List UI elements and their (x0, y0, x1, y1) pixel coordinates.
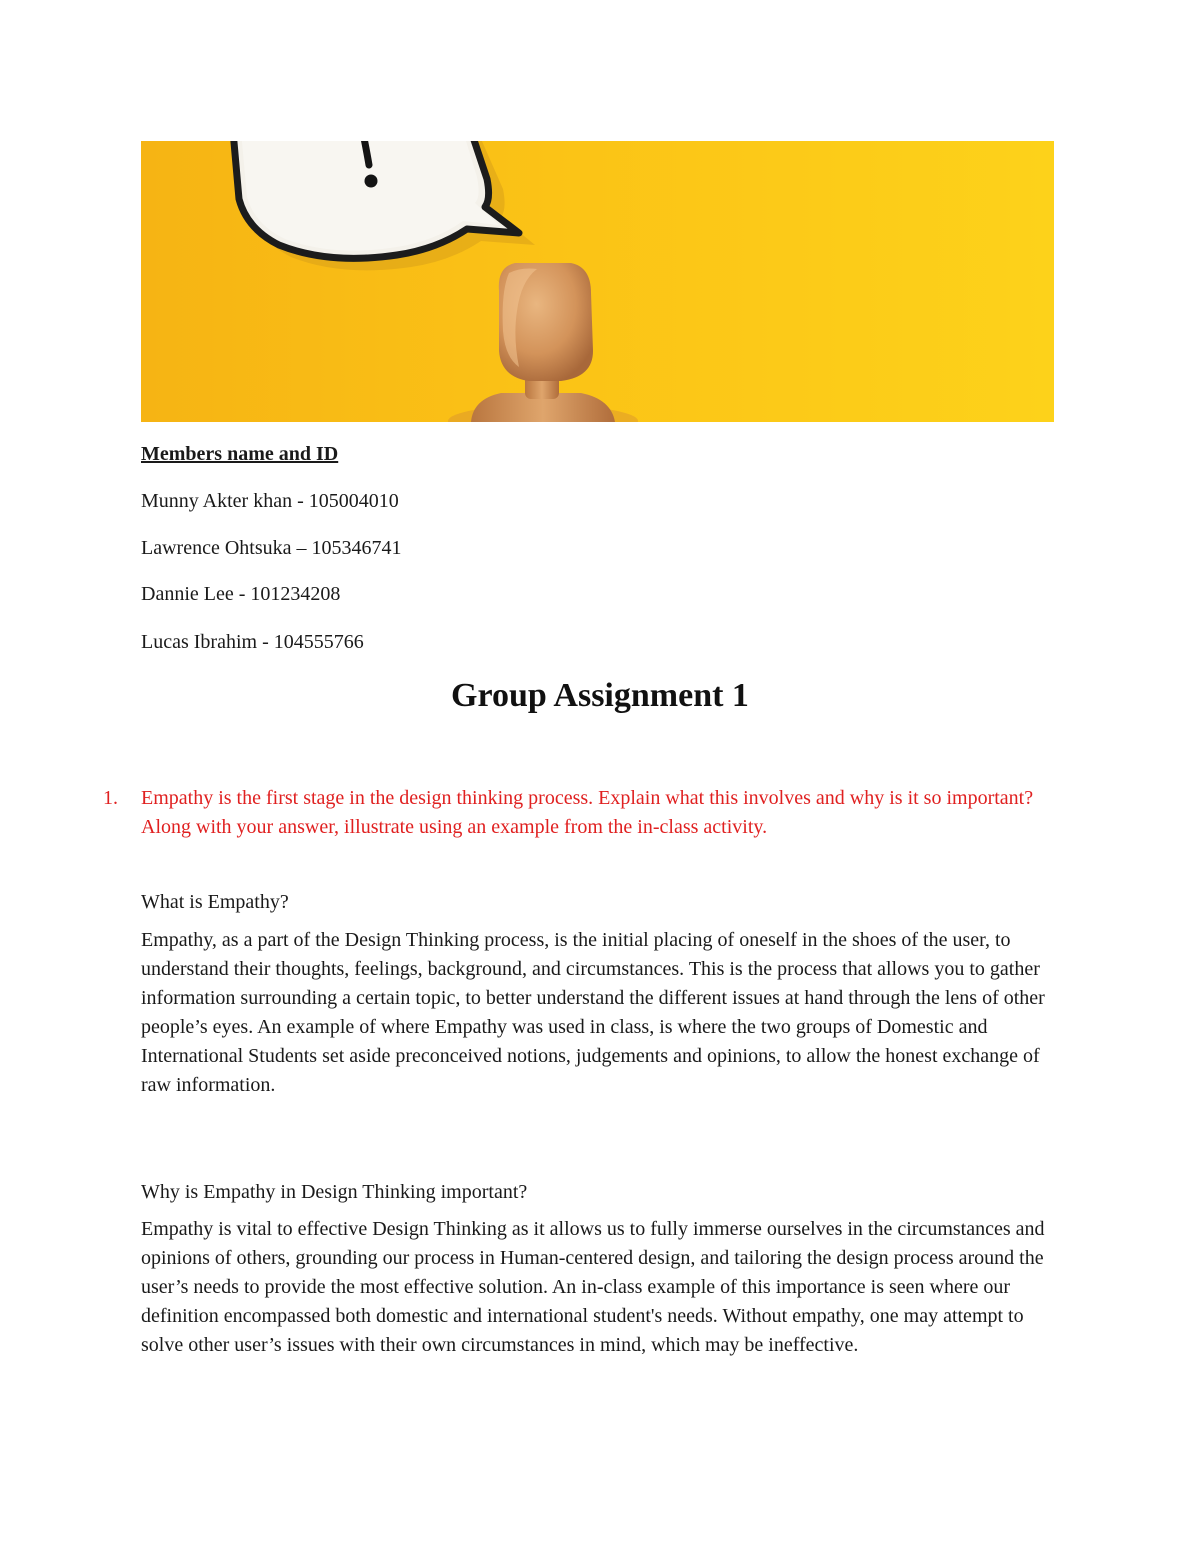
question-number: 1. (103, 787, 118, 809)
members-heading: Members name and ID (141, 443, 339, 465)
banner-image (141, 141, 1054, 422)
member-entry: Munny Akter khan - 105004010 (141, 490, 399, 512)
question-item (103, 784, 1073, 842)
section-heading-why-empathy-important: Why is Empathy in Design Thinking important? (141, 1181, 528, 1203)
document-title: Group Assignment 1 (451, 677, 749, 714)
section-body-what-is-empathy: Empathy, as a part of the Design Thinking process, is the initial placing of oneself in the shoes of the user, to understand their thoughts, feelings, background, and circumstances. This is the process that allows you to gather information surrounding a certain topic, to better understand the different issues at hand through the lens of other people’s eyes. An example of where Empathy was used in class, is where the two groups of Domestic and International Students set aside preconceived notions, judgements and opinions, to allow the honest exchange of raw information. (141, 929, 1045, 1096)
member-entry: Dannie Lee - 101234208 (141, 583, 341, 605)
question-text: Empathy is the first stage in the design thinking process. Explain what this involves and why is it so important? Along with your answer, illustrate using an example from the in-class activity. (141, 787, 1034, 838)
section-heading-what-is-empathy: What is Empathy? (141, 891, 289, 913)
banner-illustration (141, 141, 1054, 422)
section-body-why-empathy-important: Empathy is vital to effective Design Thinking as it allows us to fully immerse ourselves in the circumstances and opinions of others, grounding our process in Human-centered design, and tailoring the design process around the user’s needs to provide the most effective solution. An in-class example of this importance is seen where our definition encompassed both domestic and international student's needs. Without empathy, one may attempt to solve other user’s issues with their own circumstances in mind, which may be ineffective. (141, 1218, 1045, 1356)
member-entry: Lawrence Ohtsuka – 105346741 (141, 537, 402, 559)
member-entry: Lucas Ibrahim - 104555766 (141, 631, 364, 653)
